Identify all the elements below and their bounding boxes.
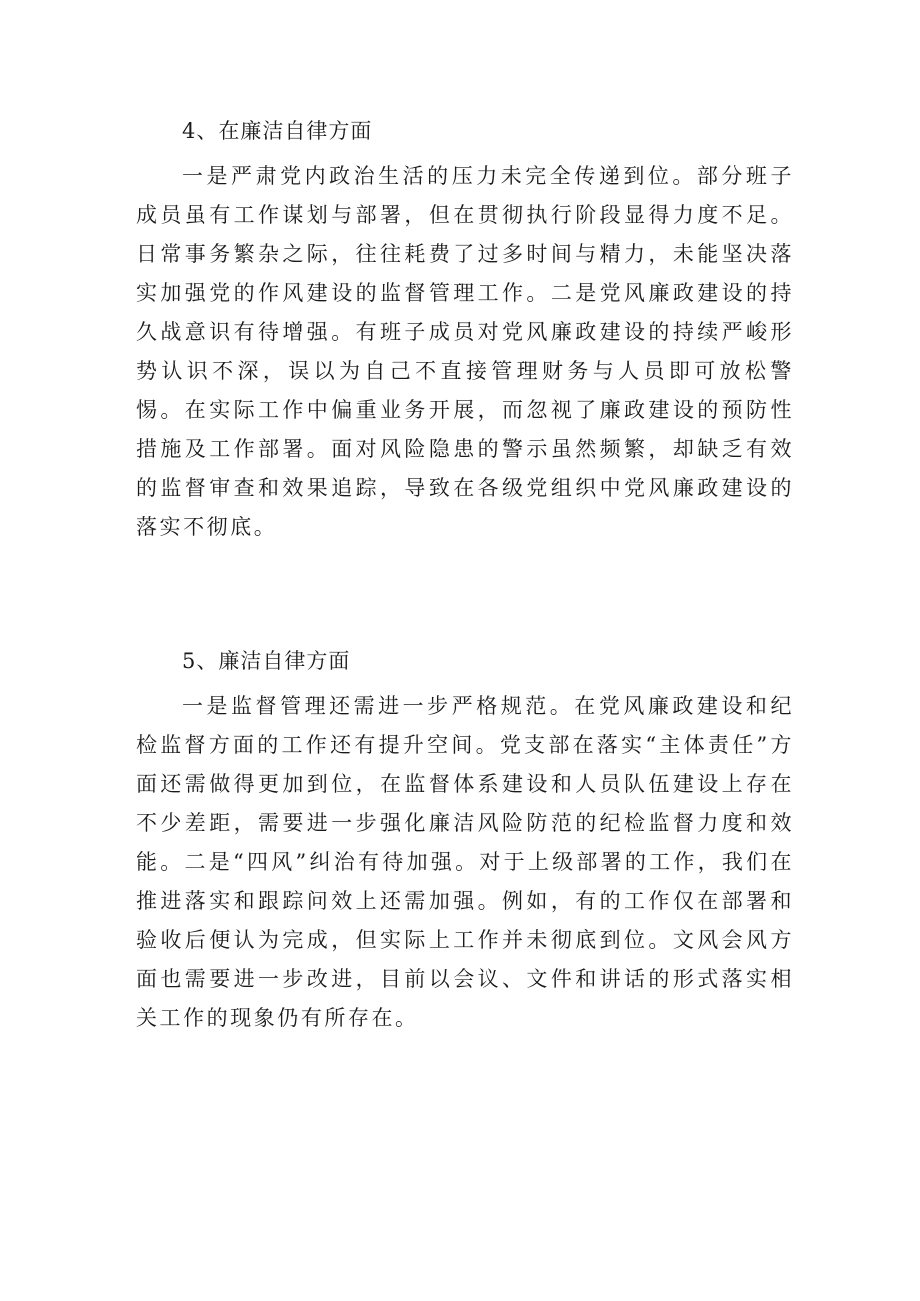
- section-heading: 4、在廉洁自律方面: [182, 119, 373, 143]
- section-4-clean-self-discipline: [136, 113, 794, 547]
- section-paragraph: 一是监督管理还需进一步严格规范。在党风廉政建设和纪检监督方面的工作还有提升空间。党支部在落实“主体责任”方面还需做得更加到位，在监督体系建设和人员队伍建设上存在不少差距，需要进一步强化廉洁风险防范的纪检监督力度和效能。二是“四风”纠治有待加强。对于上级部署的工作，我们在推进落实和跟踪问效上还需加强。例如，有的工作仅在部署和验收后便认为完成，但实际上工作并未彻底到位。文风会风方面也需要进一步改进，目前以会议、文件和讲话的形式落实相关工作的现象仍有所存在。: [136, 694, 794, 1030]
- section-paragraph: 一是严肃党内政治生活的压力未完全传递到位。部分班子成员虽有工作谋划与部署，但在贯彻执行阶段显得力度不足。日常事务繁杂之际，往往耗费了过多时间与精力，未能坚决落实加强党的作风建设的监督管理工作。二是党风廉政建设的持久战意识有待增强。有班子成员对党风廉政建设的持续严峻形势认识不深，误以为自己不直接管理财务与人员即可放松警惕。在实际工作中偏重业务开展，而忽视了廉政建设的预防性措施及工作部署。面对风险隐患的警示虽然频繁，却缺乏有效的监督审查和效果追踪，导致在各级党组织中党风廉政建设的落实不彻底。: [136, 164, 794, 539]
- section-5-clean-self-discipline: [136, 643, 794, 1038]
- section-heading: 5、廉洁自律方面: [182, 649, 351, 673]
